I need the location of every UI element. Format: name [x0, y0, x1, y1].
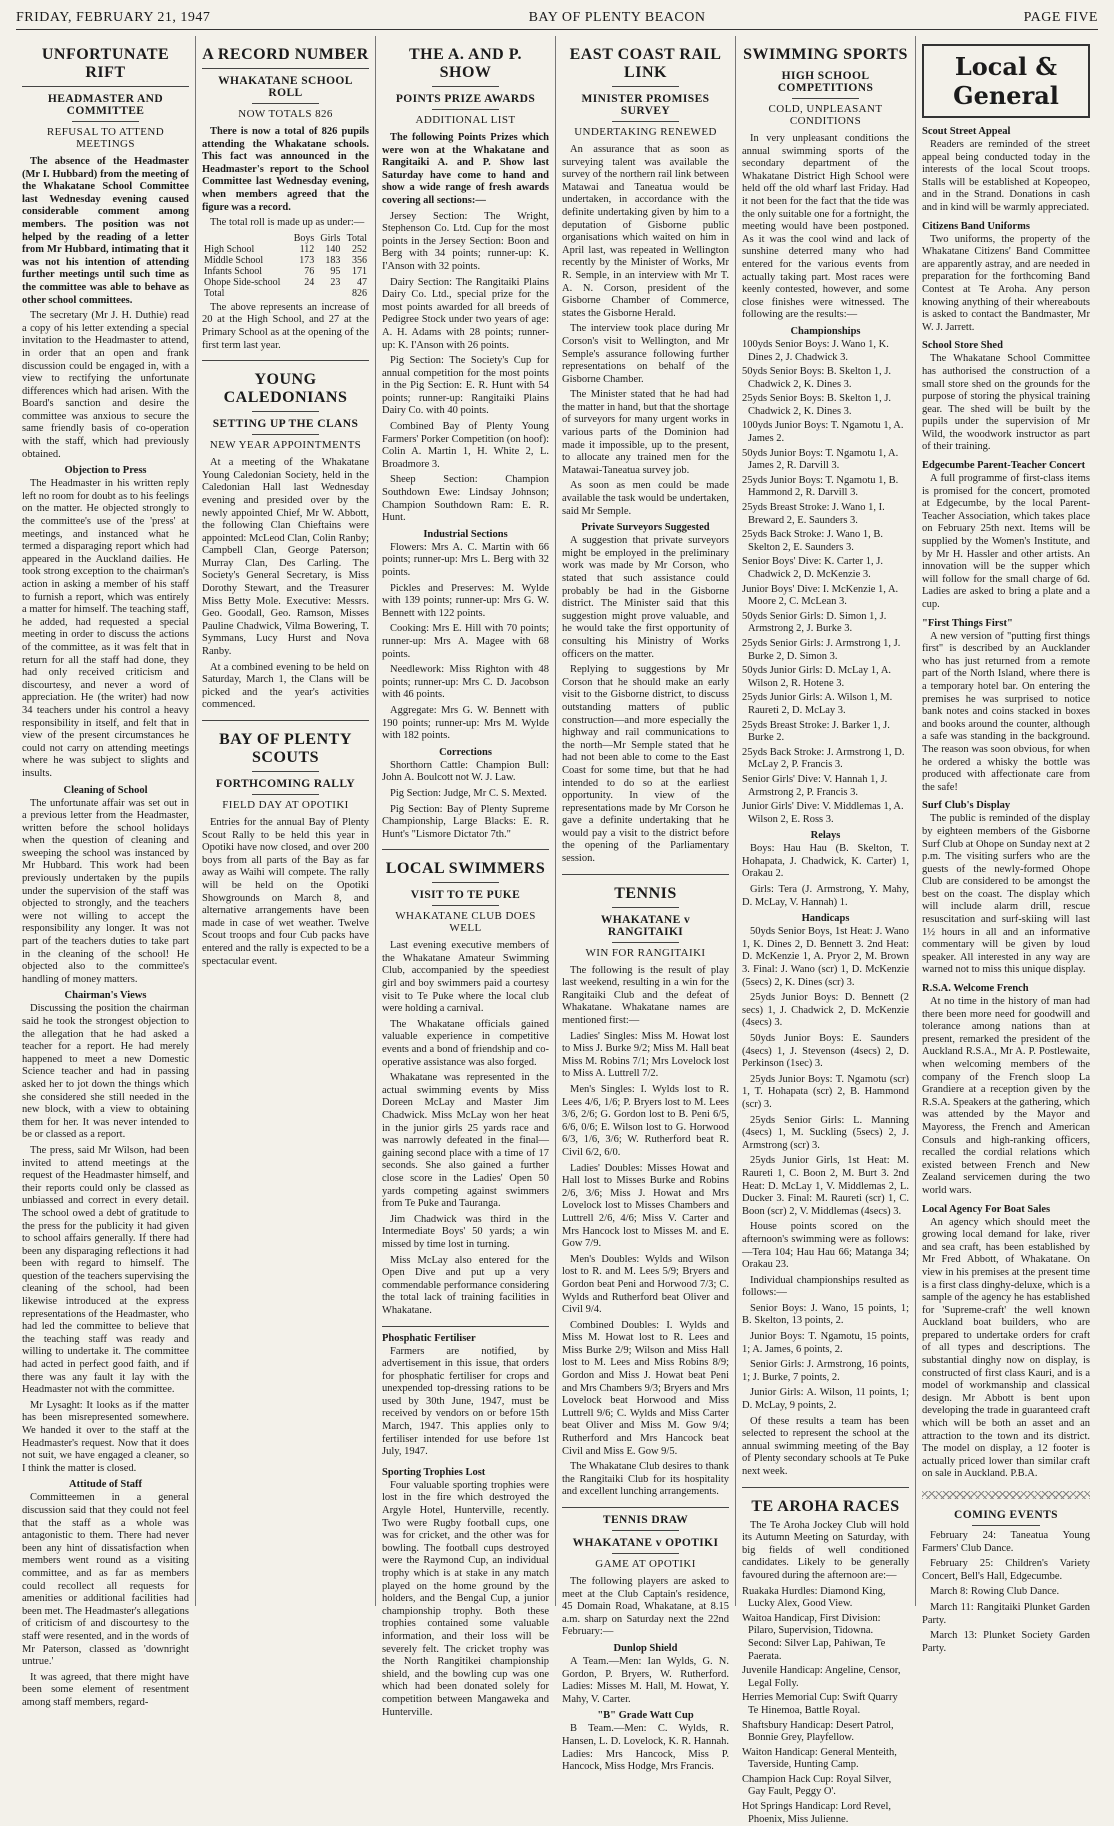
lead-paragraph: There is now a total of 826 pupils attending the Whakatane schools. This fact was announced in the Headmaster's report to the School Committee last Wednesday evening, when members agreed that the figure was a record.	[202, 126, 369, 213]
race-line: Hot Springs Handicap: Lord Revel, Phoenix, Miss Julienne.	[742, 1801, 892, 1825]
table-cell: Infants School	[204, 265, 263, 277]
side-heading: Citizens Band Uniforms	[922, 220, 1030, 232]
paragraph: 25yds Junior Boys: T. Ngamotu (scr) 1, T. Hohapata (scr) 2, B. Hammond (scr) 3.	[742, 1073, 909, 1110]
result-line: Junior Boys' Dive: I. McKenzie 1, A. Moore 2, C. McLean 3.	[742, 583, 899, 608]
result-line: 50yds Junior Girls: D. McLay 1, A. Wilson 2, R. Hotene 3.	[742, 665, 892, 689]
result-line: 25yds Back Stroke: J. Wano 1, B. Skelton 2, E. Saunders 3.	[742, 529, 883, 553]
headline: EAST COAST RAIL LINK	[569, 46, 722, 81]
paragraph: An assurance that as soon as surveying talent was available the survey of the northern rail link between Matawai and Taneatua would be undertaken, in accordance with the definite undertaking given by him to a deputation of Gisborne public organisations which waited on him in April last, was repeated in Wellington recently by the Minister of Works, Mr R. Semple, in an interview with Mr T. A. N. Corson, president of the Gisborne Chamber of Commerce, states the Gisborne Herald.	[562, 144, 729, 319]
lead-paragraph: The absence of the Headmaster (Mr I. Hubbard) from the meeting of the Whakatane School Committee last Wednesday evening caused considerable comment among members. The position was not helped by the reading of a letter from Mr Hubbard, intimating that it was not his intention of attending further meetings until such time as the committee was able to behave as other school committees.	[22, 156, 189, 306]
paragraph: The Te Aroha Jockey Club will hold its Autumn Meeting on Saturday, with big fields of well conditioned candidates. Likely to be generally favoured during the afternoon are:—	[742, 1519, 909, 1581]
side-heading: Edgecumbe Parent-Teacher Concert	[922, 460, 1086, 472]
side-heading: Sporting Trophies Lost	[382, 1466, 486, 1478]
paragraph: Individual championships resulted as follows:—	[742, 1274, 909, 1299]
paragraph: A full programme of first-class items is promised for the concert, promoted at Edgecumbe, by the local Parent-Teacher Association, which takes place on February 25th next. Items will be supplied by the Women's Institute, and by Mr H. Hassler and other artists. An innovation will be the supper which will follow for the small charge of 6d. Ladies are asked to bring a plate and a cup.	[922, 473, 1090, 610]
divider	[382, 849, 549, 850]
paragraph: Ladies' Doubles: Misses Howat and Hall lost to Misses Burke and Robins 2/6, 3/6; Miss J. Howat and Mrs Lovelock lost to Misses Chambers and Luttrell 2/6, 4/6; Miss V. Carter and Mrs Hancock lost to Misses M. and E. Gow 7/9.	[562, 1162, 729, 1250]
paragraph: Senior Boys: J. Wano, 15 points, 1; B. Skelton, 13 points, 2.	[742, 1302, 909, 1327]
subheadline-2: UNDERTAKING RENEWED	[574, 126, 717, 138]
headline: A RECORD NUMBER	[202, 46, 369, 63]
paragraph: The interview took place during Mr Corson's visit to Wellington, and Mr Semple's assurance following further representations on behalf of the Gisborne Chamber.	[562, 323, 729, 385]
table-cell: 112	[299, 243, 315, 255]
column-6	[916, 36, 1096, 1654]
table-header-cell: Total	[346, 232, 367, 244]
subheadline: HEADMASTER AND COMMITTEE	[47, 93, 164, 117]
section-heading: Corrections	[439, 746, 492, 758]
subheadline-2: WIN FOR RANGITAIKI	[585, 946, 706, 959]
paragraph: Sheep Section: Champion Southdown Ewe: Lindsay Johnson; Champion Southdown Ram: E. R. Hunt.	[382, 474, 549, 524]
side-heading: Surf Club's Display	[922, 800, 1011, 812]
paragraph: Girls: Tera (J. Armstrong, Y. Mahy, D. McLay, V. Hannah) 1.	[742, 884, 909, 908]
result-line: Junior Girls' Dive: V. Middlemas 1, A. Wilson 2, E. Ross 3.	[742, 801, 904, 825]
divider	[612, 121, 679, 122]
event-line: March 13: Plunket Society Garden Party.	[922, 1630, 1090, 1654]
subheadline: WHAKATANE v RANGITAIKI	[600, 913, 691, 938]
side-heading: Phosphatic Fertiliser	[382, 1332, 476, 1344]
divider	[612, 86, 679, 87]
paragraph: The press, said Mr Wilson, had been invited to attend meetings at the request of the Headmaster himself, and their reports could only be classed as unbiassed and correct in every detail. The school owed a debt of gratitude to the press for the publicity it had given to school affairs generally. If there had been any disparaging reflections it had been with regard to himself. The question of the teachers supervising the cleaning of the school, had been likewise introduced at the express representations of the Headmaster, who had led the committee to believe that the teaching staff was ready and willing to undertake it. The committee had acted in perfect good faith, and if there was any fault it lay with the Headmaster not with the committee.	[22, 1144, 189, 1396]
paragraph: The Whakatane School Committee has authorised the construction of a small store shed on the grounds for the purpose of storing the physical training gear. The shed will be built by the pupils under the supervision of Mr Wild, the woodwork instructor as part of their training.	[922, 353, 1090, 453]
table-header-cell: Boys	[293, 232, 315, 244]
event-line: March 8: Rowing Club Dance.	[930, 1586, 1060, 1598]
paragraph: Men's Singles: I. Wylds lost to R. Lees 4/6, 1/6; P. Bryers lost to M. Lees 3/6, 2/6; G. Gordon lost to B. Peni 6/5, 6/6, 0/6; E. Wilson lost to G. Horwood 6/3, 1/6, 3/6; W. Rutherford beat R. Civil 6/2, 6/0.	[562, 1084, 729, 1158]
divider	[22, 86, 189, 87]
paragraph: The following is the result of play last weekend, resulting in a win for the Rangitaiki Club and the defeat of Whakatane. Whakatane names are mentioned first:—	[562, 964, 729, 1027]
table-cell: Total	[204, 287, 225, 299]
race-line: Waitoa Handicap, First Division: Pilaro, Supervision, Tidowna. Second: Silver Lap, Pahiwan, Te Paerata.	[742, 1612, 886, 1662]
table-row	[202, 244, 369, 255]
paragraph: Junior Boys: T. Ngamotu, 15 points, 1; A. James, 6 points, 2.	[742, 1331, 909, 1355]
paragraph: Combined Bay of Plenty Young Farmers' Porker Competition (on hoof): Colin A. Martin 1, H. White 2, L. Broadmore 3.	[382, 421, 549, 470]
subheadline: POINTS PRIZE AWARDS	[395, 93, 536, 105]
result-line: 25yds Senior Girls: J. Armstrong 1, J. Burke 2, D. Simon 3.	[742, 637, 901, 662]
paragraph: 25yds Junior Boys: D. Bennett (2 secs) 1, J. Chadwick 2, D. McKenzie (4secs) 3.	[742, 992, 909, 1029]
headline: YOUNG CALEDONIANS	[223, 371, 348, 407]
masthead	[16, 10, 1098, 30]
result-line: 25yds Junior Girls: A. Wilson 1, M. Raureti 2, D. McLay 3.	[742, 692, 893, 716]
paragraph: Mr Lysaght: It looks as if the matter has been misrepresented somewhere. We handed it over to the staff at the Headmaster's request. Now that it does not suit, we have engaged a cleaner, so I think the matter is closed.	[22, 1399, 189, 1474]
subheadline: WHAKATANE SCHOOL ROLL	[218, 75, 353, 99]
masthead-date: FRIDAY, FEBRUARY 21, 1947	[16, 10, 211, 25]
paragraph: The secretary (Mr J. H. Duthie) read a copy of his letter extending a special invitation to the Headmaster to attend, in order that an open and frank discussion could be engaged in, with a view to rectifying the unfortunate differences which had arisen. With the Board's sanction and desire the committee was anxious to secure the same friendly basis of co-operation with the staff, which had previously obtained.	[22, 310, 189, 460]
subheadline: FORTHCOMING RALLY	[215, 778, 356, 790]
paragraph: Pickles and Preserves: M. Wylde with 139 points; runner-up: Mrs G. W. Bennett with 122 points.	[382, 582, 549, 619]
section-heading: Industrial Sections	[423, 528, 508, 540]
divider	[792, 98, 859, 99]
result-line: 50yds Junior Boys: T. Ngamotu 1, A. James 2, R. Darvill 3.	[742, 447, 899, 472]
paragraph: A Team.—Men: Ian Wylds, G. N. Gordon, P. Bryers, W. Rutherford. Ladies: Misses M. Hall, M. Howat, Y. Mahy, V. Carter.	[562, 1655, 729, 1705]
table-row	[202, 266, 369, 277]
divider	[612, 942, 679, 943]
article-scouts	[202, 731, 369, 968]
article-record-number	[202, 46, 369, 352]
lead-paragraph: The following Points Prizes which were won at the Whakatane and Rangitaiki A. and P. Show last Saturday have come to hand and show a wide range of fresh awards covering all sections:—	[382, 132, 549, 206]
paragraph: Of these results a team has been selected to represent the school at the annual swimming meeting of the Bay of Plenty secondary schools at Te Puke next week.	[742, 1415, 909, 1477]
divider	[252, 103, 319, 104]
paragraph: Needlework: Miss Righton with 48 points; runner-up: Mrs C. D. Jacobson with 46 points.	[382, 664, 549, 701]
paragraph: As soon as men could be made available the task would be undertaken, said Mr Semple.	[562, 480, 729, 517]
result-line: Senior Girls' Dive: V. Hannah 1, J. Armstrong 2, P. Francis 3.	[742, 773, 888, 798]
race-line: Ruakaka Hurdles: Diamond King, Lucky Alex, Good View.	[742, 1585, 886, 1610]
paragraph: Miss McLay also entered for the Open Dive and put up a very commendable performance considering the total lack of training facilities in Whakatane.	[382, 1254, 549, 1316]
table-header-row	[202, 233, 369, 244]
paragraph: Last evening executive members of the Whakatane Amateur Swimming Club, accompanied by the speediest girl and boy swimmers paid a courtesy visit to Te Puke where the local club were holding a carnival.	[382, 940, 549, 1015]
local-general-title: Local & General	[922, 44, 1090, 118]
headline: TENNIS	[614, 884, 677, 902]
paragraph: It was agreed, that there might have been some element of resentment among staff members, regard-	[22, 1671, 189, 1708]
paragraph: A suggestion that private surveyors might be employed in the preliminary work was made by Mr Corson, who stated that such assistance could probably be had in the Gisborne district. The Minister said that this suggestion might prove valuable, and he would take the first opportunity of consulting his Ministry of Works officers on the matter.	[562, 535, 729, 660]
paragraph: Readers are reminded of the street appeal being conducted today in the interests of the local Scout troops. Stalls will be established at Kopeopeo, and in the Strand. Donations in cash and in kind will be warmly appreciated.	[922, 139, 1090, 213]
subheadline-2: ADDITIONAL LIST	[415, 114, 516, 126]
result-line: 25yds Senior Boys: B. Skelton 1, J. Chadwick 2, K. Dines 3.	[742, 393, 892, 417]
result-line: 25yds Back Stroke: J. Armstrong 1, D. McLay 2, P. Francis 3.	[742, 746, 905, 771]
divider	[432, 905, 499, 906]
result-line: 25yds Breast Stroke: J. Wano 1, I. Breward 2, E. Saunders 3.	[742, 502, 885, 526]
section-heading: Handicaps	[801, 913, 850, 925]
divider	[432, 882, 499, 883]
table-header-cell: Girls	[320, 232, 341, 244]
decorative-border	[922, 1491, 1090, 1499]
divider	[252, 411, 319, 412]
column-4	[556, 36, 736, 1773]
paragraph: The following players are asked to meet at the Club Captain's residence, 45 Domain Road, Whakatane, at 8.15 a.m. sharp on Saturday next the 22nd February:—	[562, 1576, 729, 1638]
table-cell: 24	[304, 276, 315, 288]
divider	[72, 121, 139, 122]
paragraph: Cooking: Mrs E. Hill with 70 points; runner-up: Mrs A. Magee with 68 points.	[382, 623, 549, 660]
headline: THE A. AND P. SHOW	[408, 46, 523, 81]
subheadline-2: FIELD DAY AT OPOTIKI	[222, 799, 349, 811]
divider	[612, 1553, 679, 1554]
divider	[252, 434, 319, 435]
article-unfortunate-rift	[22, 46, 189, 1709]
paragraph: Boys: Hau Hau (B. Skelton, T. Hohapata, J. Chadwick, K. Carter) 1, Orakau 2.	[742, 843, 909, 880]
divider	[252, 794, 319, 795]
subheadline: TENNIS DRAW	[602, 1514, 689, 1526]
paragraph: The public is reminded of the display by eighteen members of the Gisborne Surf Club at Ohope on Sunday next at 2 p.m. The visiting surfers who are the guests of the newly-formed Ohope Club are considered to be amongst the best on the coast. The display which will include alarm drill, rescue resuscitation and surf-skiing will last 1½ hours in all and an informative commentary will be given by loud speaker. All interested in any way are warned not to miss this unique display.	[922, 813, 1090, 976]
divider	[252, 771, 319, 772]
paragraph: 25yds Junior Girls, 1st Heat: M. Raureti 1, C. Boon 2, M. Burt 3. 2nd Heat: D. McLay 1, V. Middlemas 2, L. Ducker 3. Final: M. Raureti (scr) 1, C. Boon (scr) 2, V. Middlemas (4secs) 3.	[742, 1155, 909, 1217]
table-cell: 171	[352, 265, 367, 277]
paragraph: Combined Doubles: I. Wylds and Miss M. Howat lost to R. Lees and Miss Burke 2/9; Wilson and Miss Hall lost to M. Lees and Miss Robins 8/9; Gordon and Miss J. Howat beat Peni and Mrs Chambers 9/3; Bryers and Mrs Lovelock beat Horwood and Miss Luttrell 9/6; C. Wylds and Miss Carter beat Oliver and Miss M. Gow 9/4; Rutherford and Mrs Hancock beat Civil and Miss E. Gow 9/5.	[562, 1319, 729, 1457]
paragraph: Discussing the position the chairman said he took the strongest objection to the allegation that he had asked a teacher for a report. He had merely happened to meet a new Domestic Science teacher and had in passing asked her to jot down the things which she considered she still needed in the new block, with a view to obtaining them for her. It was never intended to be or classed as a report.	[22, 1003, 189, 1141]
table-cell: 47	[357, 276, 367, 288]
table-header-cell	[202, 233, 290, 244]
table-row	[202, 277, 369, 288]
paragraph: Replying to suggestions by Mr Corson that he should make an early visit to the Gisborne district, to discuss outstanding matters of public construction—and more especially the highway and rail communications to the north—Mr Semple stated that he had not been able to come to the East Coast for some time, but that he had intended to do so at the earliest opportunity. In view of the representations made by Mr Corson he gave a definite undertaking that he would pay a visit to the district before the opening of the Parliamentary session.	[562, 664, 729, 865]
subheadline: SETTING UP THE CLANS	[212, 418, 359, 431]
article-young-caledonians	[202, 371, 369, 712]
side-heading: School Store Shed	[922, 340, 1003, 352]
result-line: Senior Boys' Dive: K. Carter 1, J. Chadwick 2, D. McKenzie 3.	[742, 556, 884, 580]
table-cell: 826	[352, 287, 367, 299]
article-local-swimmers	[382, 860, 549, 1317]
column-2	[196, 36, 376, 1606]
result-line: 25yds Breast Stroke: J. Barker 1, J. Burke 2.	[742, 719, 890, 744]
paragraph: Pig Section: The Society's Cup for annual competition for the most points in the Pig Section: E. R. Hunt with 54 points; runner-up: Rangitaiki Plains Dairy Co. with 40 points.	[382, 355, 549, 417]
subheadline: MINISTER PROMISES SURVEY	[581, 93, 710, 117]
table-cell: 76	[304, 265, 315, 277]
race-line: Juvenile Handicap: Angeline, Censor, Legal Folly.	[742, 1665, 901, 1689]
paragraph: The above represents an increase of 20 at the High School, and 27 at the Primary School as at the opening of the first term last year.	[202, 301, 369, 351]
paragraph: At a combined evening to be held on Saturday, March 1, the Clans will be picked and the year's activities commenced.	[202, 661, 369, 711]
paragraph: Two uniforms, the property of the Whakatane Citizens' Band Committee are apparently astray, and are needed in preparation for the forthcoming Band Contest at Te Aroha. Any person knowing anything of their whereabouts is asked to contact the Bandmaster, Mr W. J. Jarrett.	[922, 233, 1090, 333]
table-cell: 183	[325, 254, 341, 266]
article-a-and-p-show	[382, 46, 549, 841]
paragraph: Jersey Section: The Wright, Stephenson Co. Ltd. Cup for the most points in the Jersey Section: Boon and Berg with 34 points; runner-up: K. I'Anson with 32 points.	[382, 210, 549, 272]
paragraph: Dairy Section: The Rangitaiki Plains Dairy Co. Ltd., special prize for the most points awarded for all breeds of Pedigree Stock under two years of age: A. H. Adams with 28 points; runner-up: K. I'Anson with 26 points.	[382, 276, 549, 351]
race-line: Herries Memorial Cup: Swift Quarry Te Hinemoa, Battle Royal.	[742, 1692, 898, 1716]
subheadline-2: GAME AT OPOTIKI	[595, 1558, 696, 1570]
paragraph: 50yds Junior Boys: E. Saunders (4secs) 1, J. Stevenson (4secs) 2, D. Perkinson (1sec) 3.	[742, 1033, 909, 1070]
column-5	[736, 36, 916, 1825]
table-cell: 95	[330, 265, 341, 277]
result-line: 50yds Senior Boys: B. Skelton 1, J. Chadwick 2, K. Dines 3.	[742, 366, 892, 390]
columns	[16, 36, 1098, 1825]
subheadline: VISIT TO TE PUKE	[410, 889, 521, 902]
masthead-page-number: PAGE FIVE	[1023, 10, 1098, 25]
subheadline-2: WHAKATANE CLUB DOES WELL	[395, 910, 536, 935]
side-heading: R.S.A. Welcome French	[922, 983, 1029, 995]
section-heading: Cleaning of School	[63, 784, 148, 796]
event-line: February 24: Taneatua Young Farmers' Club Dance.	[922, 1530, 1090, 1554]
subheadline-2: NEW YEAR APPOINTMENTS	[209, 439, 362, 452]
table-row	[202, 255, 369, 266]
section-heading: "B" Grade Watt Cup	[597, 1710, 694, 1722]
section-heading: Attitude of Staff	[69, 1479, 142, 1491]
paragraph: House points scored on the afternoon's swimming were as follows:—Tera 104; Hau Hau 66; Matanga 34; Orakau 23.	[742, 1221, 909, 1271]
divider	[202, 720, 369, 721]
paragraph: Men's Doubles: Wylds and Wilson lost to R. and M. Lees 5/9; Bryers and Gordon beat Peni and Horwood 7/3; C. Wylds and Rutherford beat Oliver and Civil 9/4.	[562, 1253, 729, 1316]
paragraph: Entries for the annual Bay of Plenty Scout Rally to be held this year in Opotiki have now closed, and over 200 boys from all parts of the Bay as far away as Waihi will compete. The rally will be held on the Opotiki Showgrounds on March 8, and alternative arrangements have been made in case of wet weather. Twelve Scout troops and four Cub packs have entered and the rally is expected to be a spectacular event.	[202, 817, 369, 967]
school-roll-table	[202, 233, 369, 299]
section-heading: Objection to Press	[64, 465, 147, 477]
divider	[972, 1525, 1039, 1526]
article-tennis-draw	[562, 1514, 729, 1774]
table-cell: 173	[299, 254, 315, 266]
column-3	[376, 36, 556, 1718]
divider	[742, 1487, 909, 1488]
paragraph: The Whakatane Club desires to thank the Rangitaiki Club for its hospitality and excellent lunching arrangements.	[562, 1461, 729, 1498]
table-total-row	[202, 288, 369, 299]
paragraph: Junior Girls: A. Wilson, 11 points, 1; D. McLay, 9 points, 2.	[742, 1387, 909, 1412]
paragraph: An agency which should meet the growing local demand for lake, river and sea craft, has been established by Mr Fred Abbott, of Whakatane. On view in his premises at the present time is a first class dinghy-deluxe, which is a sample of the agency he has established for 'Supreme-craft' the well known Auckland boat builders, who are prepared to undertake orders for craft of all types and descriptions. The substantial dinghy now on display, is constructed of first class Kauri, and is a model of workmanship and classical design. Mr Abbott is bent upon developing the trade in guaranteed craft which will be both an asset and an attraction to the town and its district. The model on display, a 12 footer is actually priced lower than similar craft on sale in Auckland. P.B.A.	[922, 1216, 1090, 1480]
side-heading: Scout Street Appeal	[922, 126, 1011, 137]
race-line: Champion Hack Cup: Royal Silver, Gay Fault, Peggy O'.	[742, 1773, 892, 1798]
subheadline-2: COLD, UNPLEASANT CONDITIONS	[768, 103, 883, 127]
divider	[382, 1326, 549, 1327]
side-heading: Local Agency For Boat Sales	[922, 1203, 1051, 1215]
event-line: March 11: Rangitaiki Plunket Garden Party.	[922, 1601, 1090, 1626]
paragraph: At a meeting of the Whakatane Young Caledonian Society, held in the Caledonian Hall last Wednesday evening and presided over by the newly appointed Chief, Mr W. Abbott, the following Clan Chieftains were appointed: McLeod Clan, Colin Ranby; Campbell Clan, George Paterson; Murray Clan, Des Carling. The Society's General Secretary, is Miss Dorothy Stewart, and the Treasurer Miss Betty Mole. Executive: Messrs. Geo. Goodall, Geo. Ramson, Misses Pauline Chadwick, Vilma Bowering, T. Symmans, Lucy Hurst and Nova Ranby.	[202, 457, 369, 658]
result-line: 100yds Junior Boys: T. Ngamotu 1, A. James 2.	[742, 420, 904, 445]
headline: SWIMMING SPORTS	[743, 46, 908, 63]
divider	[202, 360, 369, 361]
paragraph: At no time in the history of man had there been more need for goodwill and tolerance among nations than at present, remarked the president of the Auckland R.S.A., Mr A. P. Postlewaite, when welcoming members of the company of the French sloop La Grandiere at a reception given by the R.S.A. Speakers at the gathering, which was attended by the Mayor and Mayoress, the French and American Consuls and high-ranking officers, recalled the cordial relations which existed between French and New Zealand servicemen during the two world wars.	[922, 996, 1090, 1196]
paragraph: 25yds Senior Girls: L. Manning (4secs) 1, M. Suckling (5secs) 2, J. Armstrong (scr) 3.	[742, 1114, 909, 1151]
column-1	[16, 36, 196, 1708]
divider	[202, 68, 369, 69]
section-heading: Dunlop Shield	[613, 1642, 678, 1654]
headline: TE AROHA RACES	[751, 1497, 900, 1515]
paragraph: The total roll is made up as under:—	[210, 217, 365, 229]
section-heading: Chairman's Views	[64, 990, 147, 1002]
side-heading: "First Things First"	[922, 617, 1013, 629]
paragraph: Committeemen in a general discussion said that they could not feel that the staff as a whole was antagonistic to them. There had never been any hint of dissatisfaction when members went round as a visiting committee, and as far as members could recollect all requests for amenities or additional facilities had been met. The Headmaster's allegations of criticism of and discourtesy to the staff were resented, and in the words of Mr Paterson, classed as 'downright untrue.'	[22, 1492, 189, 1668]
paragraph: Pig Section: Bay of Plenty Supreme Championship, Large Blacks: E. R. Hunt's "Lismore Dictator 7th."	[382, 803, 549, 840]
table-cell: 140	[325, 243, 341, 255]
headline: BAY OF PLENTY SCOUTS	[219, 731, 352, 766]
paragraph: The Minister stated that he had had the matter in hand, but that the shortage of surveyors for many urgent works in various parts of the Dominion had made it impossible, up to the present, to allocate any trained men for the Matawai-Taneatua survey job.	[562, 389, 729, 476]
article-te-aroha-races	[742, 1498, 909, 1826]
paragraph: Farmers are notified, by advertisement in this issue, that orders for phosphatic fertiliser for crops and unexpended top-dressing rations to be used by 30th June, 1947, must be received by vendors on or before 15th March, 1947. This applies only to fertiliser intended for use before 1st July, 1947.	[382, 1345, 549, 1458]
result-line: 50yds Senior Girls: D. Simon 1, J. Armstrong 2, J. Burke 3.	[742, 610, 887, 635]
paragraph: Jim Chadwick was third in the Intermediate Boys' 50 yards; a win missed by time lost in turning.	[382, 1213, 549, 1250]
paragraph: 50yds Senior Boys, 1st Heat: J. Wano 1, K. Dines 2, D. Bennett 3. 2nd Heat: D. McKenzie 1, A. Pryor 2, M. Brown 3. Final: J. Wano (scr) 1, D. McKenzie (5secs) 2, K. Dines (scr) 3.	[742, 926, 909, 988]
result-line: 100yds Senior Boys: J. Wano 1, K. Dines 2, J. Chadwick 3.	[742, 338, 889, 363]
masthead-paper-name: BAY OF PLENTY BEACON	[528, 10, 706, 25]
paragraph: The unfortunate affair was set out in a previous letter from the Headmaster, written before the school holidays when the question of cleaning and sweeping the school was instanced by Mr Hubbard. This work had been previously undertaken by the pupils under the supervision of the staff was objected to strongly, and the teachers were not willing to accept the responsibility any longer. It was not part of the teachers duties to take part in the cleaning of the school! He objected also to the committee's handling of money matters.	[22, 797, 189, 985]
article-rail-link	[562, 46, 729, 866]
table-cell: 252	[352, 243, 367, 255]
paragraph: In very unpleasant conditions the annual swimming sports of the secondary department of the Whakatane District High School were held off the old wharf last Friday. Had it not been for the fact that the tide was the only suitable one for a fortnight, the meeting would have been postponed. As it was the cool wind and lack of sunshine deterred many who had entered for the various events from actually taking part. Most races were keenly contested, however, and some close finishes were witnessed. The following are the results:—	[742, 133, 909, 321]
paragraph: A new version of "putting first things first" is described by an Aucklander who has just returned from a remote part of the North Island, where there is a temporary hotel bar. On entering the premises he was surprised to notice bank notes and coins stacked in boxes and books around the counter, although a safe was standing in the background. The reason was soon obvious, for when he ordered a whisky the bottle was produced with affectionate care from the safe!	[922, 630, 1090, 793]
paragraph: The Whakatane officials gained valuable experience in competitive events and a bond of friendship and co-operative assistance was also forged.	[382, 1018, 549, 1068]
table-cell: Middle School	[204, 254, 264, 266]
race-line: Shaftsbury Handicap: Desert Patrol, Bonnie Grey, Playfellow.	[742, 1719, 894, 1744]
subheadline-2: NOW TOTALS 826	[238, 108, 333, 120]
divider	[562, 1507, 729, 1508]
paragraph: The Headmaster in his written reply left no room for doubt as to his feelings on the matter. He objected strongly to the committee's use of the 'press' at meetings, and instanced what he termed a disparaging report which had appeared in the Auckland dailies. He took strong exception to the chairman's action in asking a member of his staff to furnish a report, which was entirely a matter for himself. The teaching staff, he added, had requested a special meeting in order to discuss the actions of the committee, as it was felt that in return for all the staff had done, they had only received criticism and discourtesy, and never a word of appreciation. He (the writer) had now 34 teachers under his control a heavy responsibility in itself, and felt that in view of the present circumstances he could not carry on attending meetings where he was subject to slights and insults.	[22, 478, 189, 779]
subheadline: HIGH SCHOOL COMPETITIONS	[777, 70, 874, 94]
section-heading: Relays	[810, 830, 841, 842]
table-cell: Ohope Side-school	[204, 276, 281, 288]
paragraph: Pig Section: Judge, Mr C. S. Mexted.	[390, 787, 547, 799]
paragraph: Shorthorn Cattle: Champion Bull: John A. Boulcott not W. J. Law.	[382, 759, 549, 784]
paragraph: Flowers: Mrs A. C. Martin with 66 points; runner-up: Mrs L. Berg with 32 points.	[382, 541, 549, 578]
subheadline: WHAKATANE v OPOTIKI	[572, 1537, 719, 1549]
subheadline-2: REFUSAL TO ATTEND MEETINGS	[46, 126, 165, 150]
paragraph: Senior Girls: J. Armstrong, 16 points, 1; J. Burke, 7 points, 2.	[742, 1359, 909, 1383]
section-heading: Private Surveyors Suggested	[581, 522, 710, 534]
divider	[432, 109, 499, 110]
table-cell: High School	[204, 243, 255, 255]
paragraph: Whakatane was represented in the actual swimming events by Miss Doreen McLay and Master Jim Chadwick. Miss McLay won her heat in the junior girls 25 yards race and was narrowly defeated in the final—gaining second place with a time of 17 seconds. She also gained a further close score in the Ladies' Open 50 yards competing against swimmers from Te Puke and Tauranga.	[382, 1072, 549, 1210]
paragraph: B Team.—Men: C. Wylds, R. Hansen, L. D. Lovelock, K. R. Hannah. Ladies: Mrs Hancock, Miss P. Hancock, Miss Hodge, Mrs Francis.	[562, 1723, 729, 1773]
article-sporting-trophies	[382, 1467, 549, 1719]
race-line: Waiton Handicap: General Menteith, Taverside, Hunting Camp.	[742, 1746, 897, 1771]
paragraph: Aggregate: Mrs G. W. Bennett with 190 points; runner-up: Mrs M. Wylde with 182 points.	[382, 704, 549, 742]
divider	[562, 874, 729, 875]
result-line: 25yds Junior Boys: T. Ngamotu 1, B. Hammond 2, R. Darvill 3.	[742, 474, 899, 499]
headline: LOCAL SWIMMERS	[385, 860, 546, 878]
article-swimming-sports	[742, 46, 909, 1479]
divider	[612, 907, 679, 908]
event-line: February 25: Children's Variety Concert, Bell's Hall, Edgecumbe.	[922, 1558, 1090, 1582]
article-phosphatic-fertiliser	[382, 1333, 549, 1459]
article-tennis	[562, 885, 729, 1499]
paragraph: Four valuable sporting trophies were lost in the fire which destroyed the Argyle Hotel, Hunterville, recently. Two were Rugby football cups, one was for cricket, and the other was for bowling. The football cups destroyed were the Raymond Cup, an individual trophy which is at stake in any match played on the home ground by the holders, and the Bengal Cup, a junior championship trophy. Both these trophies contained some valuable information, and their loss will be severely felt. The cricket trophy was the North Rangitikei championship shield, and the bowling cup was one which had been donated solely for competition between Mangaweka and Hunterville.	[382, 1479, 549, 1718]
headline: UNFORTUNATE RIFT	[41, 46, 170, 81]
divider	[612, 1530, 679, 1531]
paragraph: Ladies' Singles: Miss M. Howat lost to Miss J. Burke 9/2; Miss M. Hall beat Miss M. Robins 7/1; Mrs Lovelock lost to Miss A. Luttrell 7/2.	[562, 1030, 729, 1080]
coming-events-heading: COMING EVENTS	[954, 1509, 1058, 1521]
table-cell: 23	[330, 276, 341, 288]
divider	[432, 86, 499, 87]
table-cell: 356	[352, 254, 367, 266]
section-heading: Championships	[790, 325, 861, 337]
